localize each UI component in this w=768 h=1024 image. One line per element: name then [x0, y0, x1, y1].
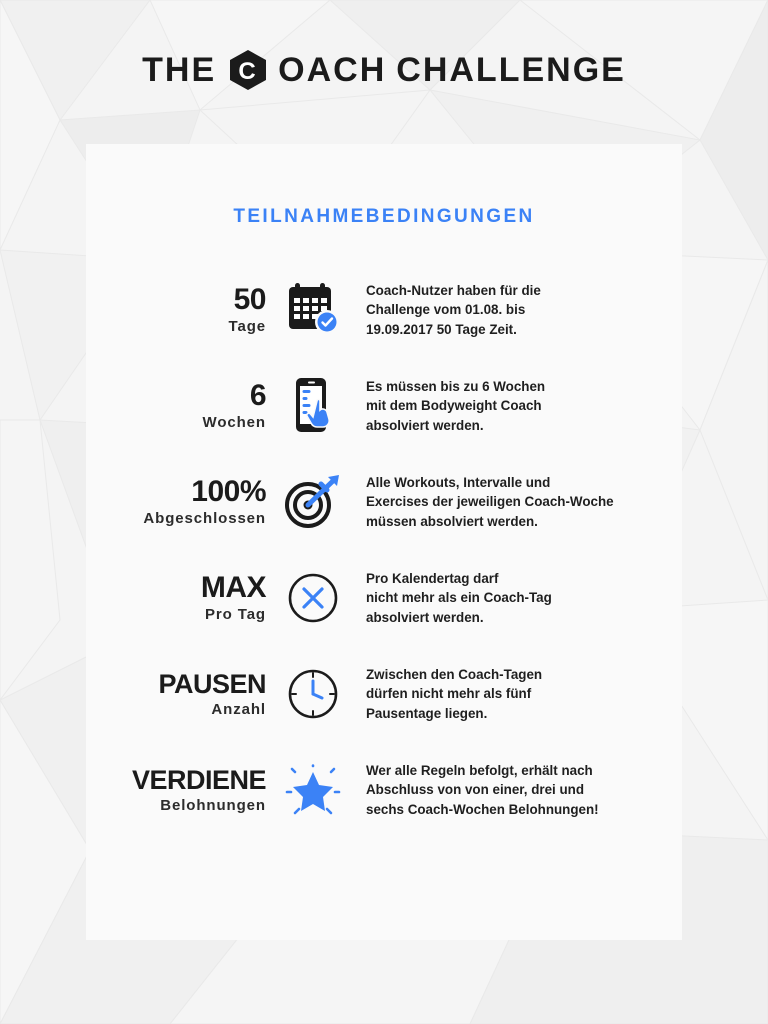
- row-metric: [110, 285, 278, 335]
- conditions-card: [86, 144, 682, 940]
- row-metric-label: Tage: [228, 318, 266, 335]
- list-item: [110, 550, 652, 646]
- clock-icon: [278, 659, 348, 729]
- row-metric-value: 50: [233, 283, 266, 316]
- row-description: Pro Kalendertag darf nicht mehr als ein Coach-Tag absolviert werden.: [366, 570, 552, 625]
- logo-word-the: THE: [142, 50, 217, 89]
- list-item: [110, 262, 652, 358]
- row-metric: [110, 477, 278, 527]
- brand-logo: [142, 48, 626, 92]
- row-metric: [110, 381, 278, 431]
- calendar-check-icon: [278, 275, 348, 345]
- row-metric-label: Wochen: [202, 414, 266, 431]
- star-burst-icon: [278, 755, 348, 825]
- row-description: Wer alle Regeln befolgt, erhält nach Abschluss von von einer, drei und sechs Coach-Wochen Belohnungen!: [366, 762, 599, 817]
- list-item: [110, 742, 652, 838]
- card-title: TEILNAHMEBEDINGUNGEN: [233, 206, 535, 227]
- row-metric-label: Pro Tag: [204, 606, 266, 623]
- circle-x-icon: [278, 563, 348, 633]
- row-metric-value: 100%: [191, 475, 266, 508]
- logo-word-oach: OACH: [278, 50, 387, 89]
- row-description: Es müssen bis zu 6 Wochen mit dem Bodyweight Coach absolviert werden.: [366, 378, 546, 433]
- header: [0, 0, 768, 92]
- logo-word-challenge: CHALLENGE: [396, 50, 626, 89]
- row-metric-value: VERDIENE: [131, 764, 266, 795]
- smartphone-tap-icon: [278, 371, 348, 441]
- list-item: [110, 646, 652, 742]
- row-metric: [110, 668, 278, 718]
- row-metric-value: 6: [249, 379, 266, 412]
- row-metric: [110, 573, 278, 623]
- row-description: Alle Workouts, Intervalle und Exercises der jeweiligen Coach-Woche müssen absolviert werden.: [366, 474, 614, 529]
- conditions-list: [86, 262, 682, 838]
- target-dart-icon: [278, 467, 348, 537]
- row-metric-label: Anzahl: [211, 700, 266, 718]
- hexagon-logo-icon: [226, 48, 270, 92]
- row-metric-label: Abgeschlossen: [143, 510, 266, 527]
- svg-text:C: C: [238, 58, 258, 85]
- row-metric: [110, 764, 278, 814]
- row-description: Zwischen den Coach-Tagen dürfen nicht mehr als fünf Pausentage liegen.: [366, 666, 543, 721]
- row-metric-label: Belohnungen: [160, 796, 266, 814]
- row-description: Coach-Nutzer haben für die Challenge vom 01.08. bis 19.09.2017 50 Tage Zeit.: [366, 282, 541, 337]
- list-item: [110, 454, 652, 550]
- row-metric-value: PAUSEN: [158, 668, 266, 699]
- row-metric-value: MAX: [200, 571, 266, 604]
- list-item: [110, 358, 652, 454]
